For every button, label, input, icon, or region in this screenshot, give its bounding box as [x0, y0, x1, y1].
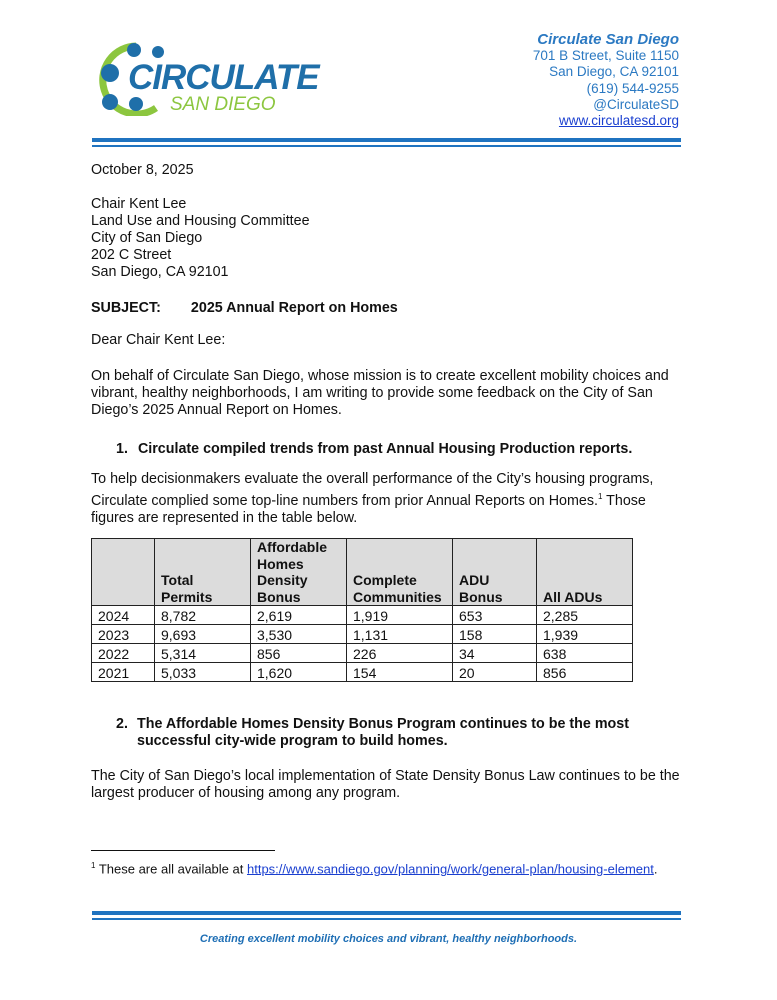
recipient-line: Chair Kent Lee — [91, 196, 187, 212]
table-cell: 653 — [453, 606, 537, 625]
recipient-block — [91, 196, 310, 281]
paragraph-text: To help decisionmakers evaluate the overall performance of the City’s housing programs, Circulate complied some top-line numbers from prior Annual Reports on Homes. — [91, 471, 654, 509]
table-cell: 1,919 — [347, 606, 453, 625]
footer-rule — [92, 918, 681, 920]
recipient-line: City of San Diego — [91, 230, 203, 246]
section-number: 2. — [116, 716, 128, 732]
table-cell: 226 — [347, 644, 453, 663]
table-cell: 2024 — [92, 606, 155, 625]
table-row — [92, 644, 633, 663]
footer-rule — [92, 911, 681, 915]
table-row — [92, 606, 633, 625]
table-cell: 5,314 — [155, 644, 251, 663]
section-title: Circulate compiled trends from past Annual Housing Production reports. — [137, 441, 633, 457]
table-cell: 34 — [453, 644, 537, 663]
table-cell: 2021 — [92, 663, 155, 682]
intro-paragraph: On behalf of Circulate San Diego, whose mission is to create excellent mobility choices and vibrant, healthy neighborhoods, I am writing to provide some feedback on the City of San Diego’s 2025 Annual Report on Homes. — [91, 368, 669, 418]
table-cell: 856 — [251, 644, 347, 663]
footnote-ref[interactable]: 1 — [597, 492, 603, 501]
header-rule — [92, 138, 681, 142]
section-title: The Affordable Homes Density Bonus Program continues to be the most successful city-wide program to build homes. — [137, 716, 629, 749]
footnote-link[interactable]: https://www.sandiego.gov/planning/work/general-plan/housing-element — [246, 861, 654, 877]
housing-table — [91, 538, 633, 682]
recipient-line: San Diego, CA 92101 — [91, 264, 229, 280]
footnote-number: 1 — [91, 861, 96, 870]
subject-label: SUBJECT: — [91, 300, 161, 316]
letter-date: October 8, 2025 — [91, 162, 194, 178]
table-cell: 3,530 — [251, 625, 347, 644]
column-header: Total Permits — [155, 539, 251, 606]
table-cell: 20 — [453, 663, 537, 682]
footnote-divider — [91, 850, 275, 851]
table-cell: 9,693 — [155, 625, 251, 644]
header-rule — [92, 145, 681, 147]
section-1-paragraph — [91, 471, 661, 527]
column-header: ADU Bonus — [453, 539, 537, 606]
column-header: Complete Communities — [347, 539, 453, 606]
phone: (619) 544-9255 — [586, 80, 679, 96]
table-cell: 154 — [347, 663, 453, 682]
table-cell: 1,620 — [251, 663, 347, 682]
subject-line — [91, 300, 398, 317]
table-cell: 2023 — [92, 625, 155, 644]
footnote-text: . — [653, 861, 658, 877]
address-line: San Diego, CA 92101 — [549, 64, 679, 80]
table-cell: 2,619 — [251, 606, 347, 625]
logo-wordmark: CIRCULATE — [128, 58, 319, 97]
column-header: All ADUs — [537, 539, 633, 606]
section-2-heading — [116, 716, 636, 750]
section-2-paragraph: The City of San Diego’s local implementation of State Density Bonus Law continues to be the largest producer of housing among any program. — [91, 768, 680, 801]
website-link[interactable]: www.circulatesd.org — [558, 113, 679, 129]
table-cell: 1,939 — [537, 625, 633, 644]
section-number: 1. — [116, 441, 128, 457]
table-cell: 638 — [537, 644, 633, 663]
contact-block — [533, 32, 679, 129]
table-cell: 2022 — [92, 644, 155, 663]
section-1-heading — [116, 441, 632, 458]
subject-text: 2025 Annual Report on Homes — [190, 300, 398, 316]
table-cell: 5,033 — [155, 663, 251, 682]
recipient-line: 202 C Street — [91, 247, 172, 263]
table-cell: 1,131 — [347, 625, 453, 644]
footnote — [91, 858, 671, 878]
table-cell: 8,782 — [155, 606, 251, 625]
footer-tagline: Creating excellent mobility choices and vibrant, healthy neighborhoods. — [199, 933, 578, 945]
table-cell: 2,285 — [537, 606, 633, 625]
table-cell: 158 — [453, 625, 537, 644]
paragraph-text: Those figures are represented in the table below. — [91, 492, 646, 526]
column-header: Affordable Homes Density Bonus — [251, 539, 347, 606]
table-row — [92, 625, 633, 644]
logo-subtitle: SAN DIEGO — [170, 94, 276, 115]
table-row — [92, 663, 633, 682]
table-header-row — [92, 539, 633, 606]
footnote-text: These are all available at — [95, 861, 247, 877]
social-handle: @CirculateSD — [593, 96, 679, 112]
org-name: Circulate San Diego — [537, 31, 679, 48]
address-line: 701 B Street, Suite 1150 — [532, 48, 679, 64]
recipient-line: Land Use and Housing Committee — [91, 213, 310, 229]
column-header — [92, 539, 155, 606]
table-cell: 856 — [537, 663, 633, 682]
salutation: Dear Chair Kent Lee: — [91, 332, 226, 348]
